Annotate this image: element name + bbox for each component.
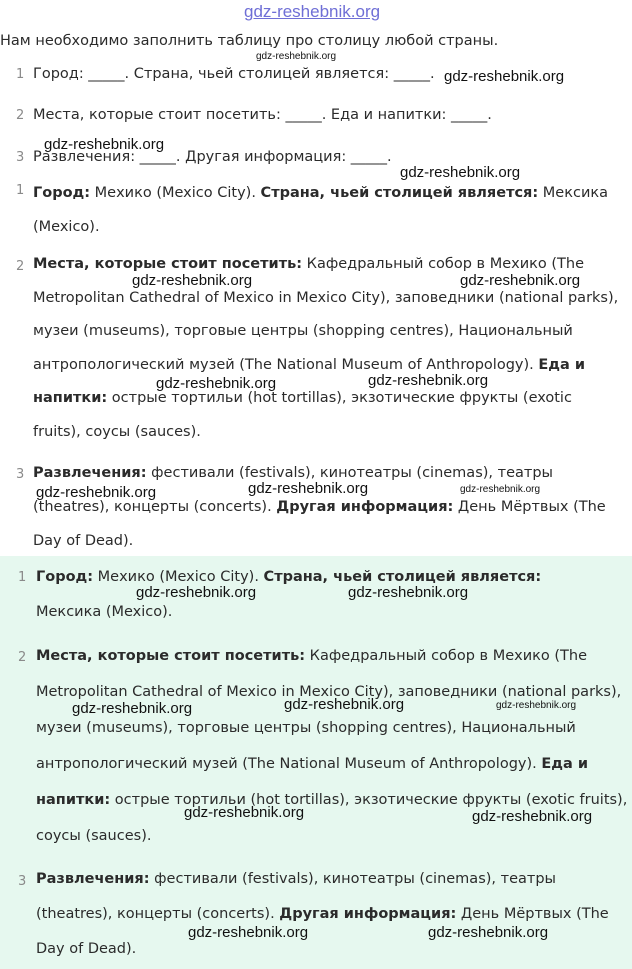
template-item-number: 2 [16,108,25,123]
answer-label: Еда и напитки: [33,356,585,406]
template-item-text: Развлечения: _____. Другая информация: _____. [33,149,392,165]
template-item-number: 3 [16,150,25,165]
watermark: gdz-reshebnik.org [132,272,253,289]
variant-text: фестивали (festivals), кинотеатры (cinemas), театры (theatres), концерты (concerts). [36,871,556,922]
variant-item-number: 3 [18,874,27,889]
watermark: gdz-reshebnik.org [284,696,405,713]
answer-label: Город: [33,185,91,201]
template-item-number: 1 [16,67,25,82]
variant-label: Развлечения: [36,871,150,887]
answer-item-number: 3 [16,467,25,482]
watermark: gdz-reshebnik.org [444,68,565,85]
variant-label: Страна, чьей столицей является: [263,569,542,585]
answer-label: Страна, чьей столицей является: [260,185,539,201]
variant-item-number: 1 [18,570,27,585]
watermark: gdz-reshebnik.org [188,924,309,941]
variant-item-number: 2 [18,650,27,665]
intro-text: Нам необходимо заполнить таблицу про столицу любой страны. [0,33,499,49]
answer-label: Места, которые стоит посетить: [33,256,303,272]
answer-item-number: 1 [16,183,25,198]
answer-label: Другая информация: [276,499,454,515]
watermark: gdz-reshebnik.org [460,272,581,289]
variant-text: Мехико (Mexico City). [93,569,264,585]
answer-label: Развлечения: [33,465,147,481]
watermark: gdz-reshebnik.org [496,700,577,711]
watermark: gdz-reshebnik.org [256,51,337,62]
variant-text: острые тортильи (hot tortillas), экзотические фрукты (exotic fruits), соусы (sauces). [36,792,628,844]
watermark: gdz-reshebnik.org [248,480,369,497]
template-item-text: Город: _____. Страна, чьей столицей является: _____. [33,66,435,82]
answer-text: острые тортильи (hot tortillas), экзотические фрукты (exotic fruits), соусы (sauces). [33,390,572,440]
answer-item-3 [33,456,623,558]
answer-text: фестивали (festivals), кинотеатры (cinemas), театры (theatres), концерты (concerts). [33,465,553,515]
watermark: gdz-reshebnik.org [428,924,549,941]
answer-text: Кафедральный собор в Мехико (The Metropolitan Cathedral of Mexico in Mexico City), заповедники (national parks), музеи (museums), торговые центры (shopping centres), Национальный антропологический музей (The National Museum of Anthropology). [33,256,619,373]
answer-item-number: 2 [16,259,25,274]
watermark: gdz-reshebnik.org [44,136,165,153]
variant-label: Другая информация: [279,906,457,922]
variant-label: Еда и напитки: [36,756,588,808]
template-item-text: Места, которые стоит посетить: _____. Еда и напитки: _____. [33,107,492,123]
watermark: gdz-reshebnik.org [400,164,521,181]
variant-text: Кафедральный собор в Мехико (The Metropolitan Cathedral of Mexico in Mexico City), заповедники (national parks), музеи (museums), торговые центры (shopping centres), Национальный антропологический музей (The National Museum of Anthropology). [36,648,622,772]
site-header-link[interactable]: gdz-reshebnik.org [244,2,381,21]
variant-label: Места, которые стоит посетить: [36,648,306,664]
watermark: gdz-reshebnik.org [460,484,541,495]
answer-text: Мексика (Mexico). [33,185,609,235]
watermark: gdz-reshebnik.org [72,700,193,717]
variant-item-3 [36,862,616,967]
watermark: gdz-reshebnik.org [472,808,593,825]
variant-label: Город: [36,569,94,585]
watermark: gdz-reshebnik.org [368,372,489,389]
answer-item-1 [33,176,618,244]
watermark: gdz-reshebnik.org [136,584,257,601]
watermark: gdz-reshebnik.org [156,375,277,392]
answer-text: День Мёртвых (The Day of Dead). [33,499,606,549]
watermark: gdz-reshebnik.org [184,804,305,821]
answer-text: Мехико (Mexico City). [90,185,261,201]
watermark: gdz-reshebnik.org [36,484,157,501]
variant-text: Мексика (Mexico). [36,604,173,620]
watermark: gdz-reshebnik.org [348,584,469,601]
variant-text: День Мёртвых (The Day of Dead). [36,906,609,957]
variant-item-1 [36,560,596,630]
